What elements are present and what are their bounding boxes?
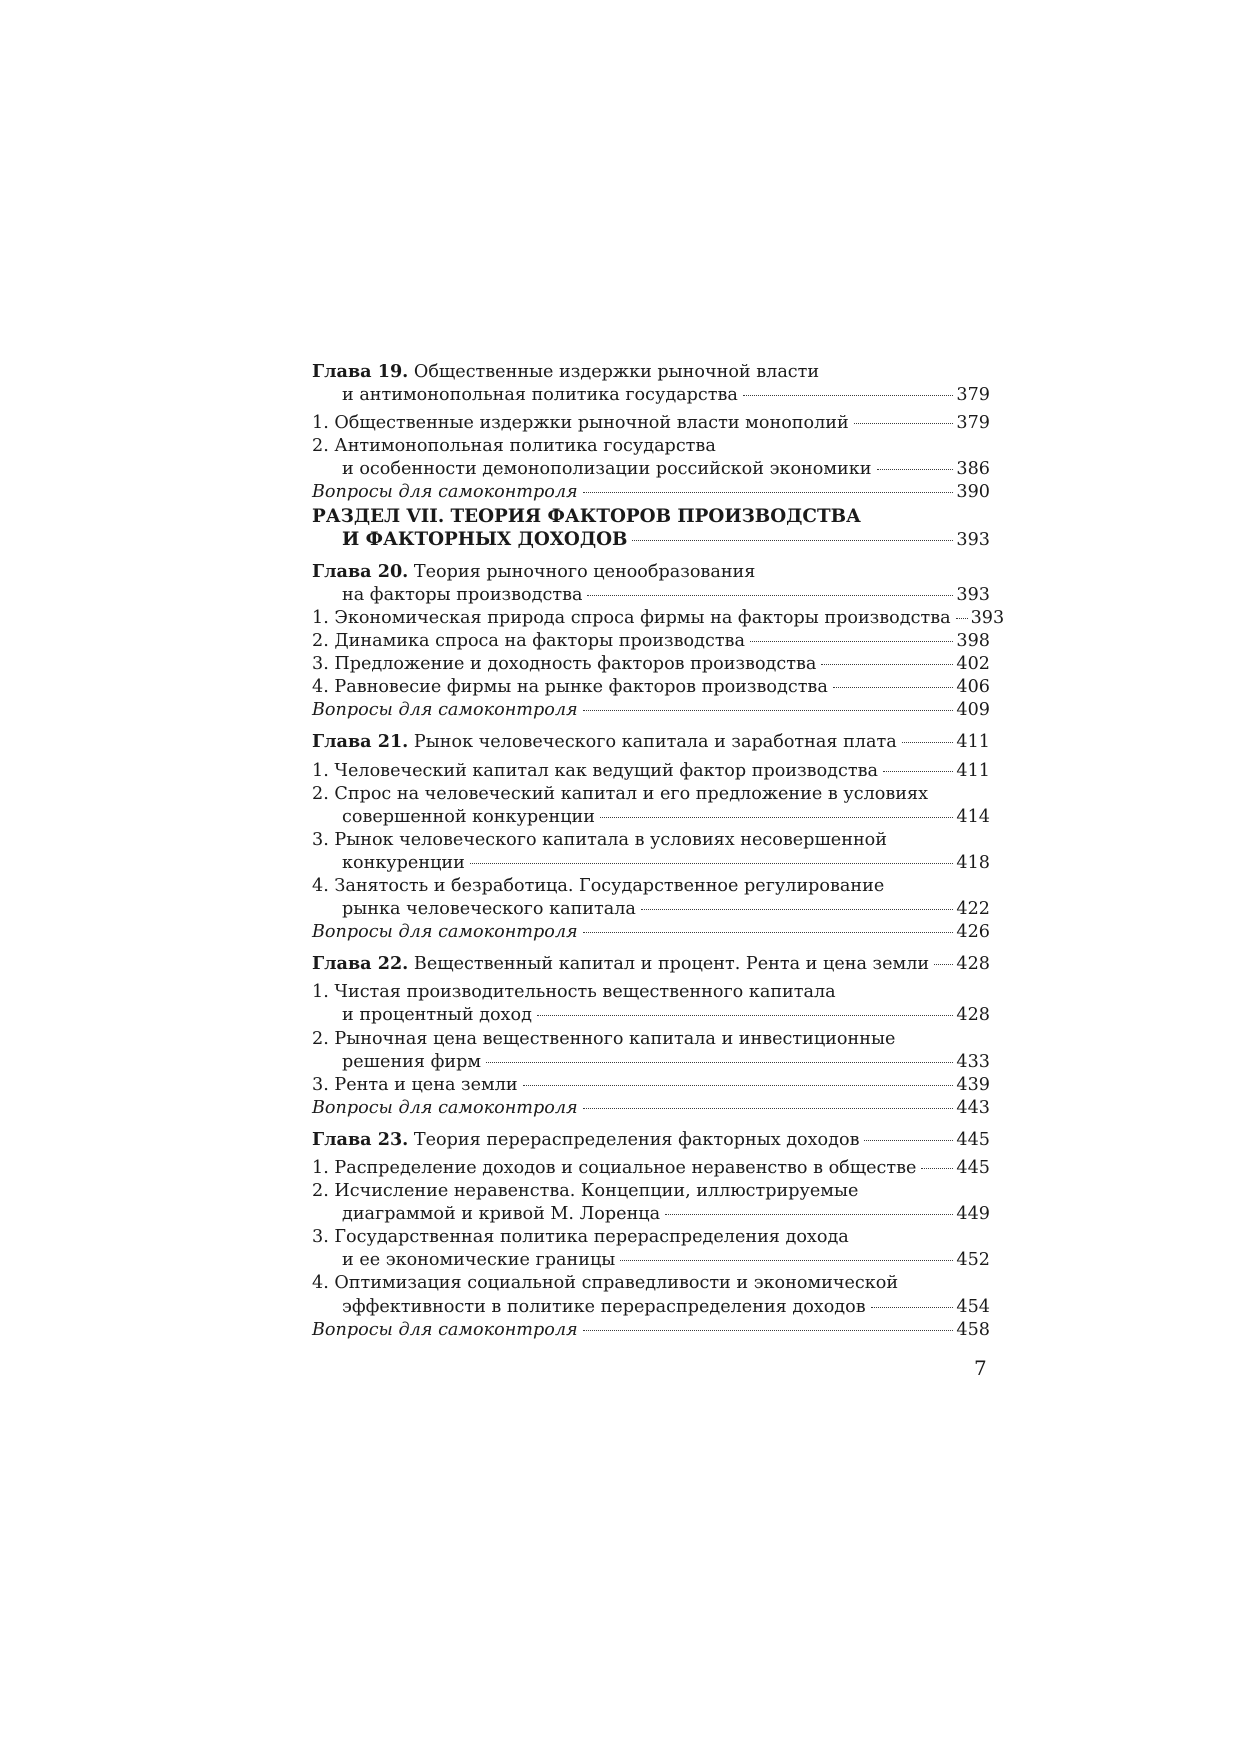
dot-leader <box>864 1140 953 1141</box>
toc-entry: 2. Динамика спроса на факторы производства 398 <box>312 630 990 653</box>
toc-entry-continuation: и процентный доход 428 <box>312 1004 990 1027</box>
chapter-23-title: Глава 23. Теория перераспределения факторных доходов 445 <box>312 1128 990 1152</box>
section-7-title: РАЗДЕЛ VII. ТЕОРИЯ ФАКТОРОВ ПРОИЗВОДСТВА <box>312 505 861 527</box>
toc-entry: 3. Предложение и доходность факторов производства 402 <box>312 653 990 676</box>
dot-leader <box>833 687 954 688</box>
chapter-20-title-line2-row: на факторы производства 393 <box>312 584 990 607</box>
page-ref: 409 <box>956 700 990 721</box>
self-check-questions: Вопросы для самоконтроля 443 <box>312 1097 990 1120</box>
toc-entry-continuation: и ее экономические границы 452 <box>312 1249 990 1272</box>
toc-entry: 4. Оптимизация социальной справедливости и экономической <box>312 1273 899 1294</box>
dot-leader <box>934 964 953 965</box>
toc-entry: 4. Занятость и безработица. Государственное регулирование <box>312 875 885 896</box>
page-ref: 445 <box>956 1129 990 1150</box>
dot-leader <box>854 423 954 424</box>
dot-leader <box>600 817 953 818</box>
dot-leader <box>583 932 954 933</box>
page-ref: 393 <box>956 529 990 550</box>
self-check-questions: Вопросы для самоконтроля 426 <box>312 921 990 944</box>
page-ref: 458 <box>956 1319 990 1340</box>
page-ref: 414 <box>956 806 990 827</box>
section-7-title-line2-row: И ФАКТОРНЫХ ДОХОДОВ 393 <box>312 528 990 552</box>
chapter-22-title: Глава 22. Вещественный капитал и процент. Рента и цена земли 428 <box>312 952 990 976</box>
page-ref: 449 <box>956 1204 990 1225</box>
self-check-questions: Вопросы для самоконтроля 458 <box>312 1319 990 1342</box>
page-ref: 422 <box>956 899 990 920</box>
dot-leader <box>583 492 954 493</box>
toc-entry: 3. Рынок человеческого капитала в условиях несовершенной <box>312 829 887 850</box>
page-ref: 393 <box>956 584 990 605</box>
page-ref: 452 <box>956 1250 990 1271</box>
dot-leader <box>523 1085 954 1086</box>
self-check-questions: Вопросы для самоконтроля 390 <box>312 481 990 504</box>
toc-entry: 1. Распределение доходов и социальное неравенство в обществе 445 <box>312 1157 990 1180</box>
toc-entry: 1. Человеческий капитал как ведущий фактор производства 411 <box>312 760 990 783</box>
page-number: 7 <box>974 1356 987 1380</box>
chapter-21-title: Глава 21. Рынок человеческого капитала и заработная плата 411 <box>312 730 990 754</box>
toc-entry: 1. Чистая производительность вещественного капитала <box>312 982 836 1003</box>
toc-entry-continuation: эффективности в политике перераспределения доходов 454 <box>312 1296 990 1319</box>
page-ref: 411 <box>956 760 990 781</box>
toc-entry-continuation: рынка человеческого капитала 422 <box>312 898 990 921</box>
page-ref: 443 <box>956 1097 990 1118</box>
toc-entry: 4. Равновесие фирмы на рынке факторов производства 406 <box>312 676 990 699</box>
toc-entry: 2. Спрос на человеческий капитал и его предложение в условиях <box>312 783 928 804</box>
dot-leader <box>641 909 953 910</box>
page-ref: 426 <box>956 922 990 943</box>
chapter-19-title-line2-row <box>312 384 990 407</box>
chapter-19-prefix: Глава 19. <box>312 361 409 382</box>
page-ref: 428 <box>956 954 990 975</box>
page-ref: 379 <box>956 385 990 406</box>
dot-leader <box>750 641 953 642</box>
dot-leader <box>583 1330 954 1331</box>
dot-leader <box>902 742 954 743</box>
table-of-contents <box>312 360 1005 1342</box>
toc-entry: 3. Рента и цена земли 439 <box>312 1074 990 1097</box>
page-ref: 445 <box>956 1158 990 1178</box>
dot-leader <box>956 618 968 619</box>
page-ref: 411 <box>956 732 990 753</box>
chapter-19-title <box>312 360 990 384</box>
toc-entry-continuation: и особенности демонополизации российской экономики 386 <box>312 458 990 481</box>
toc-entry: 2. Антимонопольная политика государства <box>312 436 716 457</box>
toc-entry: 1. Экономическая природа спроса фирмы на факторы производства 393 <box>312 607 990 630</box>
dot-leader <box>587 595 953 596</box>
toc-entry-continuation: совершенной конкуренции 414 <box>312 806 990 829</box>
chapter-19-title-line1: Общественные издержки рыночной власти <box>408 362 820 382</box>
dot-leader <box>486 1062 953 1063</box>
dot-leader <box>743 395 953 396</box>
dot-leader <box>665 1214 953 1215</box>
self-check-questions: Вопросы для самоконтроля 409 <box>312 699 990 722</box>
dot-leader <box>583 1108 954 1109</box>
dot-leader <box>877 469 954 470</box>
page-ref: 428 <box>956 1005 990 1026</box>
dot-leader <box>871 1307 954 1308</box>
dot-leader <box>620 1260 953 1261</box>
page-ref: 386 <box>956 459 990 480</box>
dot-leader <box>921 1168 953 1169</box>
chapter-20-title: Глава 20. Теория рыночного ценообразования <box>312 560 756 582</box>
toc-entry: 3. Государственная политика перераспределения дохода <box>312 1227 849 1248</box>
dot-leader <box>470 863 954 864</box>
toc-entry-continuation: конкуренции 418 <box>312 852 990 875</box>
page-ref: 390 <box>956 482 990 503</box>
page-ref: 418 <box>956 852 990 873</box>
page-ref: 454 <box>956 1296 990 1317</box>
toc-entry: 1. Общественные издержки рыночной власти монополий 379 <box>312 412 990 435</box>
page-ref: 406 <box>956 677 990 698</box>
page-ref: 398 <box>956 631 990 652</box>
page-ref: 433 <box>956 1051 990 1072</box>
dot-leader <box>821 664 953 665</box>
page-ref: 402 <box>956 654 990 675</box>
dot-leader <box>583 710 954 711</box>
dot-leader <box>632 540 953 541</box>
dot-leader <box>537 1015 954 1016</box>
dot-leader <box>883 771 953 772</box>
page-ref: 393 <box>970 607 1005 628</box>
toc-entry-continuation: решения фирм 433 <box>312 1051 990 1074</box>
page-ref: 379 <box>956 413 990 434</box>
toc-entry: 2. Исчисление неравенства. Концепции, иллюстрируемые <box>312 1181 859 1202</box>
toc-entry: 2. Рыночная цена вещественного капитала и инвестиционные <box>312 1028 896 1049</box>
page-ref: 439 <box>956 1074 990 1095</box>
chapter-19-title-line2: и антимонопольная политика государства <box>342 385 738 406</box>
toc-entry-continuation: диаграммой и кривой М. Лоренца 449 <box>312 1203 990 1226</box>
